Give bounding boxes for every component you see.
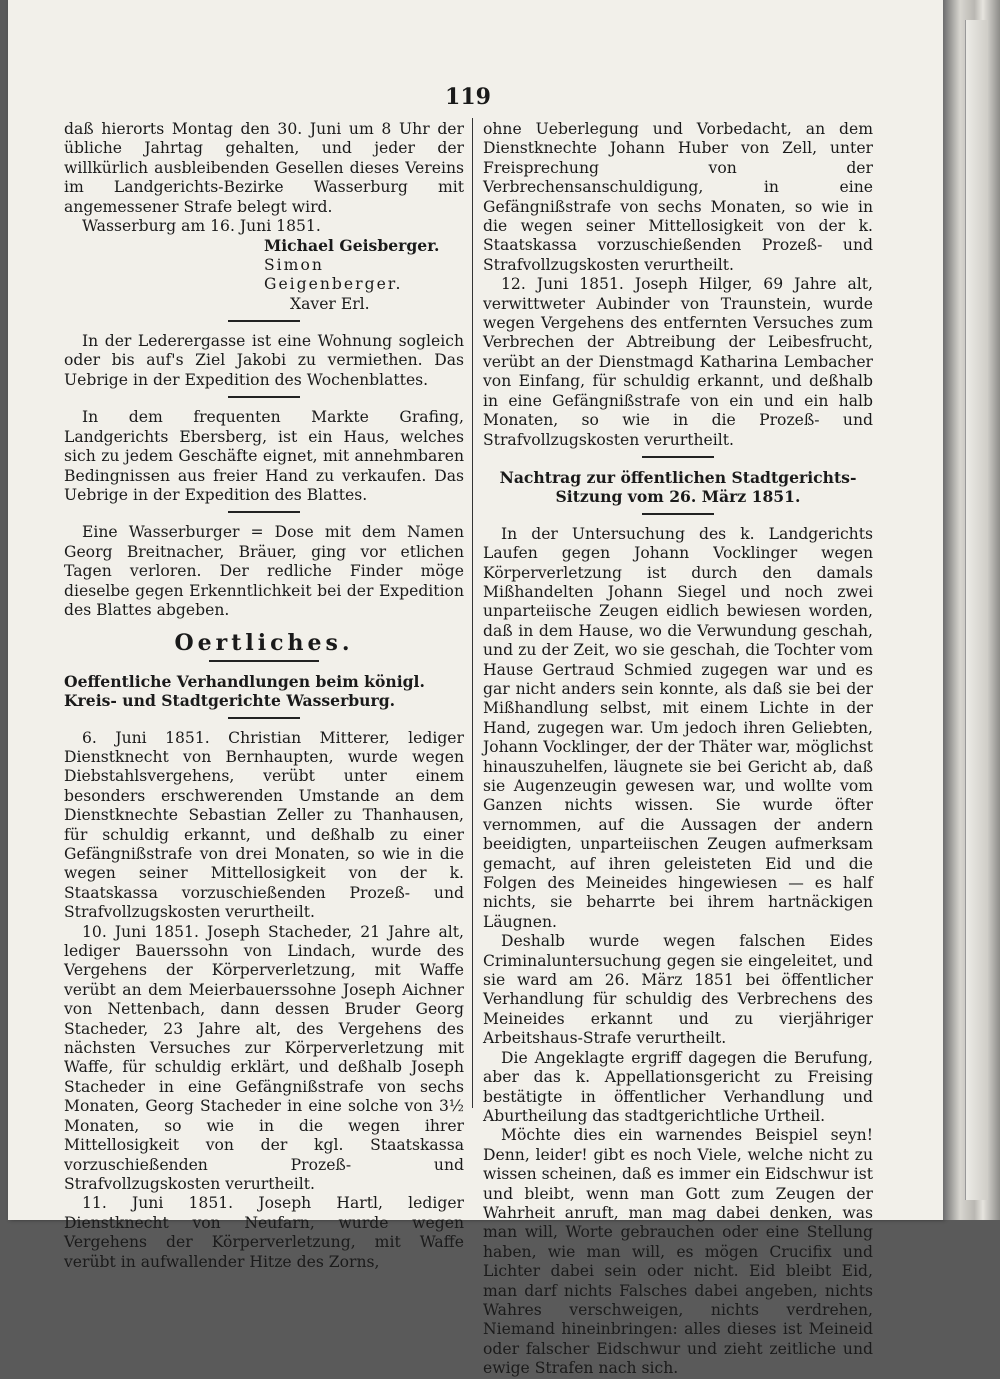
case-1: 6. Juni 1851. Christian Mitterer, lediger Dienstknecht von Bernhaupten, wurde wegen Diebstahlsvergehens, verübt unter einem besonders erschwerenden Umstande an dem Dienstknechte Sebastian Zeller zu Thanhausen, für schuldig erkannt, und deßhalb zu einer Gefängnißstrafe von drei Monaten, so wie in die wegen seiner Mittellosigkeit von der k. Staatskassa vorzuschießenden Prozeß- und Strafvollzugskosten verurtheilt. xyxy=(64,728,464,922)
divider xyxy=(642,456,714,458)
signer-3: Xaver Erl. xyxy=(290,294,370,313)
signer-2: Simon Geigenberger. xyxy=(264,255,403,294)
notice-journeymen: daß hierorts Montag den 30. Juni um 8 Uhr der übliche Jahrtag gehalten, und jeder der willkürlich ausbleibenden Gesellen dieses Vereins im Landgerichts-Bezirke Wasserburg mit angemessener Strafe belegt wird. xyxy=(64,120,464,216)
notice-house-sale: In dem frequenten Markte Grafing, Landgerichts Ebersberg, ist ein Haus, welches sich zu jedem Geschäfte eignet, mit annehmbaren Bedingnissen aus freier Hand zu verkaufen. Das Uebrige in der Expedition des Blattes. xyxy=(64,408,464,504)
newspaper-page xyxy=(8,0,943,1378)
case-2: 10. Juni 1851. Joseph Stacheder, 21 Jahre alt, lediger Bauerssohn von Lindach, wurde des Vergehens der Körperverletzung, mit Waffe verübt an dem Meierbauerssohne Joseph Aichner von Nettenbach, dann dessen Bruder Georg Stacheder, 23 Jahre alt, des Vergehens des nächsten Versuches zur Körperverletzung mit Waffe, für schuldig erklärt, und deßhalb Joseph Stacheder in eine Gefängnißstrafe von sechs Monaten, Georg Stacheder in eine solche von 3½ Monaten, so wie in die wegen ihrer Mittellosigkeit von der kgl. Staatskassa vorzuschießenden Prozeß- und Strafvollzugskosten verurtheilt. xyxy=(64,922,464,1193)
case-3: 11. Juni 1851. Joseph Hartl, lediger Dienstknecht von Neufarn, wurde wegen Vergehens der Körperverletzung, mit Waffe verübt in aufwallender Hitze des Zorns, xyxy=(64,1194,464,1271)
court-heading: Oeffentliche Verhandlungen beim königl. Kreis- und Stadtgerichte Wasserburg. xyxy=(64,671,425,711)
supplement-para-3: Die Angeklagte ergriff dagegen die Berufung, aber das k. Appellationsgericht zu Freising bestätigte in öffentlicher Verhandlung und Aburtheilung das stadtgerichtliche Urtheil. xyxy=(483,1048,873,1125)
section-title: Oertliches. xyxy=(174,630,354,657)
divider xyxy=(228,320,300,322)
page-number: 119 xyxy=(445,84,491,110)
divider xyxy=(642,513,714,515)
divider xyxy=(228,396,300,398)
supplement-para-4: Möchte dies ein warnendes Beispiel seyn! Denn, leider! gibt es noch Viele, welche nicht zu wissen scheinen, daß es immer ein Eidschwur ist und bleibt, wenn man Gott zum Zeugen der Wahrheit anruft, man mag dabei denken, was man will, Worte gebrauchen oder eine Stellung haben, wie man will, es mögen Crucifix und Lichter dabei sein oder nicht. Eid bleibt Eid, man darf nichts Falsches dabei angeben, nichts Wahres verschweigen, nichts verdrehen, Niemand hineinbringen: alles dieses ist Meineid oder falscher Eidschwur und zieht zeitliche und ewige Strafen nach sich. xyxy=(483,1126,873,1378)
supplement-para-2: Deshalb wurde wegen falschen Eides Criminaluntersuchung gegen sie eingeleitet, und sie ward am 26. März 1851 bei öffentlicher Verhandlung für schuldig des Verbrechens des Meineides erkannt und zu vierjähriger Arbeitshaus-Strafe verurtheilt. xyxy=(483,932,873,1048)
column-divider xyxy=(472,118,473,1108)
book-edge-inner xyxy=(965,20,988,1200)
right-column xyxy=(483,120,873,1379)
divider xyxy=(228,717,300,719)
signer-1: Michael Geisberger. xyxy=(264,236,440,256)
case-4: 12. Juni 1851. Joseph Hilger, 69 Jahre alt, verwittweter Aubinder von Traunstein, wurde wegen Vergehens des entfernten Versuches zum Verbrechen der Abtreibung der Leibesfrucht, verübt an der Dienstmagd Katharina Lembacher von Einfang, für schuldig erkannt, und deßhalb in eine Gefängnißstrafe von ein und ein halb Monaten, so wie in die Prozeß- und Strafvollzugskosten verurtheilt. xyxy=(483,275,873,449)
divider xyxy=(209,660,319,662)
notice-date: Wasserburg am 16. Juni 1851. xyxy=(82,217,321,236)
notice-apartment: In der Lederergasse ist eine Wohnung sogleich oder bis auf's Ziel Jakobi zu vermiethen. Das Uebrige in der Expedition des Wochenblattes. xyxy=(64,332,464,389)
notice-lost-item: Eine Wasserburger = Dose mit dem Namen Georg Breitnacher, Bräuer, ging vor etlichen Tagen verloren. Der redliche Finder möge dieselbe gegen Erkenntlichkeit bei der Expedition des Blattes abgeben. xyxy=(64,523,464,619)
supplement-heading: Nachtrag zur öffentlichen Stadtgerichts-Sitzung vom 26. März 1851. xyxy=(499,467,857,507)
left-column xyxy=(64,120,464,1272)
divider xyxy=(228,511,300,513)
supplement-para-1: In der Untersuchung des k. Landgerichts Laufen gegen Johann Vocklinger wegen Körperverletzung ist durch den damals Mißhandelten Johann Siegel und noch zwei unparteiische Zeugen eidlich bewiesen worden, daß in dem Hause, wo die Verwundung geschah, und zu der Zeit, wo sie geschah, die Tochter vom Hause Gertraud Schmied zugegen war und es gar nicht anders sein konnte, als daß sie bei der Mißhandlung selbst, mit einem Lichte in der Hand, zugegen war. Um jedoch ihren Geliebten, Johann Vocklinger, der der Thäter war, möglichst hinauszuhelfen, läugnete sie bei Gericht ab, daß sie Augenzeugin gewesen war, und wollte vom Ganzen nichts wissen. Sie wurde öfter vernommen, auf die Aussagen der andern beeidigten, unparteiischen Zeugen aufmerksam gemacht, auf ihren geleisteten Eid und die Folgen des Meineides hingewiesen — es half nichts, sie beharrte bei ihrem hartnäckigen Läugnen. xyxy=(483,524,873,931)
case-3-continued: ohne Ueberlegung und Vorbedacht, an dem Dienstknechte Johann Huber von Zell, unter Freisprechung von der Verbrechensanschuldigung, in eine Gefängnißstrafe von sechs Monaten, so wie in die wegen seiner Mittellosigkeit von der k. Staatskassa vorzuschießenden Prozeß- und Strafvollzugskosten verurtheilt. xyxy=(483,120,873,274)
